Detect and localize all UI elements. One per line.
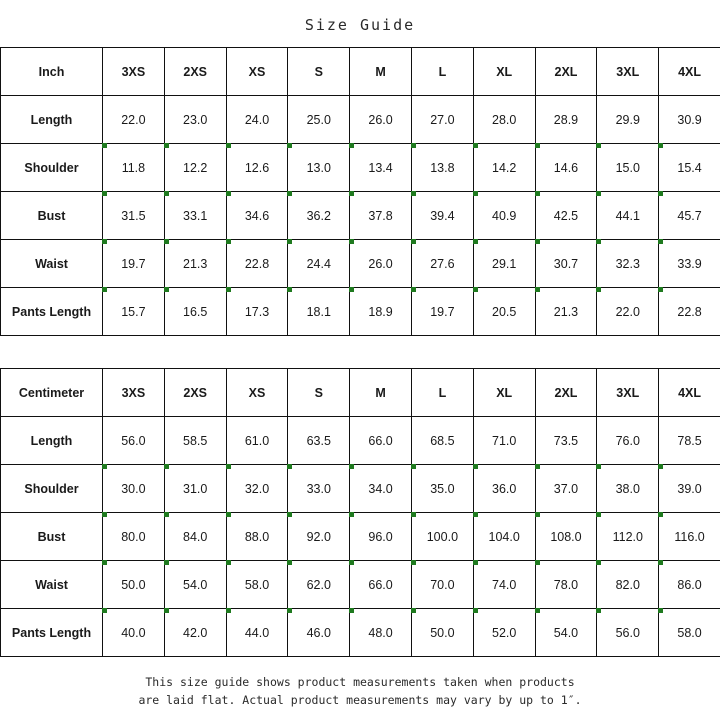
table-cell: 56.0 bbox=[597, 609, 659, 657]
unit-header: Inch bbox=[1, 48, 103, 96]
table-cell: 82.0 bbox=[597, 561, 659, 609]
table-cell: 108.0 bbox=[535, 513, 597, 561]
row-label: Waist bbox=[1, 240, 103, 288]
table-cell: 58.0 bbox=[226, 561, 288, 609]
table-cell: 58.5 bbox=[164, 417, 226, 465]
table-cell: 68.5 bbox=[411, 417, 473, 465]
table-cell: 27.6 bbox=[411, 240, 473, 288]
table-cell: 100.0 bbox=[411, 513, 473, 561]
table-cell: 48.0 bbox=[350, 609, 412, 657]
column-header: XS bbox=[226, 48, 288, 96]
table-cell: 15.0 bbox=[597, 144, 659, 192]
table-row bbox=[1, 240, 720, 288]
table-cell: 21.3 bbox=[535, 288, 597, 336]
table-cell: 34.6 bbox=[226, 192, 288, 240]
row-label: Bust bbox=[1, 513, 103, 561]
table-cell: 22.8 bbox=[226, 240, 288, 288]
table-cell: 84.0 bbox=[164, 513, 226, 561]
table-cell: 50.0 bbox=[103, 561, 165, 609]
table-cell: 42.0 bbox=[164, 609, 226, 657]
table-cell: 24.4 bbox=[288, 240, 350, 288]
table-cell: 61.0 bbox=[226, 417, 288, 465]
table-cell: 13.0 bbox=[288, 144, 350, 192]
table-cell: 40.9 bbox=[473, 192, 535, 240]
column-header: M bbox=[350, 369, 412, 417]
table-cell: 22.0 bbox=[597, 288, 659, 336]
column-header: XL bbox=[473, 369, 535, 417]
table-cell: 28.9 bbox=[535, 96, 597, 144]
row-label: Shoulder bbox=[1, 144, 103, 192]
centimeter-table-body bbox=[1, 417, 720, 657]
table-row bbox=[1, 465, 720, 513]
table-cell: 44.0 bbox=[226, 609, 288, 657]
table-cell: 88.0 bbox=[226, 513, 288, 561]
page-title: Size Guide bbox=[0, 0, 720, 47]
table-cell: 39.0 bbox=[659, 465, 720, 513]
table-row bbox=[1, 561, 720, 609]
table-cell: 40.0 bbox=[103, 609, 165, 657]
table-cell: 96.0 bbox=[350, 513, 412, 561]
table-cell: 34.0 bbox=[350, 465, 412, 513]
table-row bbox=[1, 513, 720, 561]
table-cell: 92.0 bbox=[288, 513, 350, 561]
table-cell: 30.9 bbox=[659, 96, 720, 144]
table-cell: 62.0 bbox=[288, 561, 350, 609]
table-cell: 39.4 bbox=[411, 192, 473, 240]
table-cell: 29.1 bbox=[473, 240, 535, 288]
table-cell: 37.0 bbox=[535, 465, 597, 513]
table-cell: 52.0 bbox=[473, 609, 535, 657]
table-cell: 21.3 bbox=[164, 240, 226, 288]
row-label: Length bbox=[1, 96, 103, 144]
table-cell: 36.0 bbox=[473, 465, 535, 513]
column-header: XL bbox=[473, 48, 535, 96]
table-cell: 24.0 bbox=[226, 96, 288, 144]
footnote-line-1: This size guide shows product measurements taken when products bbox=[0, 673, 720, 691]
table-cell: 70.0 bbox=[411, 561, 473, 609]
row-label: Shoulder bbox=[1, 465, 103, 513]
column-header: 2XS bbox=[164, 369, 226, 417]
row-label: Waist bbox=[1, 561, 103, 609]
row-label: Pants Length bbox=[1, 609, 103, 657]
inch-size-table bbox=[0, 47, 720, 336]
table-cell: 71.0 bbox=[473, 417, 535, 465]
column-header: 3XL bbox=[597, 48, 659, 96]
table-cell: 56.0 bbox=[103, 417, 165, 465]
table-cell: 44.1 bbox=[597, 192, 659, 240]
column-header: 4XL bbox=[659, 48, 720, 96]
table-cell: 17.3 bbox=[226, 288, 288, 336]
column-header: S bbox=[288, 369, 350, 417]
table-cell: 29.9 bbox=[597, 96, 659, 144]
table-cell: 28.0 bbox=[473, 96, 535, 144]
table-cell: 14.6 bbox=[535, 144, 597, 192]
table-cell: 16.5 bbox=[164, 288, 226, 336]
table-cell: 116.0 bbox=[659, 513, 720, 561]
table-cell: 63.5 bbox=[288, 417, 350, 465]
table-cell: 13.4 bbox=[350, 144, 412, 192]
table-row bbox=[1, 417, 720, 465]
table-header-row bbox=[1, 48, 720, 96]
table-cell: 36.2 bbox=[288, 192, 350, 240]
table-cell: 54.0 bbox=[535, 609, 597, 657]
table-cell: 50.0 bbox=[411, 609, 473, 657]
table-cell: 74.0 bbox=[473, 561, 535, 609]
table-separator bbox=[0, 336, 720, 368]
table-cell: 26.0 bbox=[350, 240, 412, 288]
table-cell: 19.7 bbox=[103, 240, 165, 288]
table-cell: 80.0 bbox=[103, 513, 165, 561]
table-cell: 86.0 bbox=[659, 561, 720, 609]
table-cell: 73.5 bbox=[535, 417, 597, 465]
table-cell: 18.1 bbox=[288, 288, 350, 336]
table-cell: 45.7 bbox=[659, 192, 720, 240]
column-header: 3XS bbox=[103, 48, 165, 96]
table-cell: 54.0 bbox=[164, 561, 226, 609]
table-cell: 35.0 bbox=[411, 465, 473, 513]
inch-table-container bbox=[0, 47, 720, 336]
table-cell: 19.7 bbox=[411, 288, 473, 336]
table-cell: 13.8 bbox=[411, 144, 473, 192]
inch-table-body bbox=[1, 96, 720, 336]
table-cell: 26.0 bbox=[350, 96, 412, 144]
table-header-row bbox=[1, 369, 720, 417]
table-cell: 104.0 bbox=[473, 513, 535, 561]
column-header: L bbox=[411, 48, 473, 96]
table-cell: 15.4 bbox=[659, 144, 720, 192]
table-cell: 33.1 bbox=[164, 192, 226, 240]
table-cell: 37.8 bbox=[350, 192, 412, 240]
table-cell: 18.9 bbox=[350, 288, 412, 336]
table-cell: 12.6 bbox=[226, 144, 288, 192]
table-row bbox=[1, 96, 720, 144]
table-cell: 78.5 bbox=[659, 417, 720, 465]
table-cell: 22.0 bbox=[103, 96, 165, 144]
table-cell: 42.5 bbox=[535, 192, 597, 240]
table-cell: 31.5 bbox=[103, 192, 165, 240]
table-row bbox=[1, 288, 720, 336]
table-row bbox=[1, 609, 720, 657]
table-cell: 30.0 bbox=[103, 465, 165, 513]
centimeter-table-container bbox=[0, 368, 720, 657]
column-header: XS bbox=[226, 369, 288, 417]
column-header: 2XS bbox=[164, 48, 226, 96]
inch-table-head bbox=[1, 48, 720, 96]
table-cell: 46.0 bbox=[288, 609, 350, 657]
table-cell: 11.8 bbox=[103, 144, 165, 192]
table-cell: 66.0 bbox=[350, 417, 412, 465]
table-cell: 78.0 bbox=[535, 561, 597, 609]
unit-header: Centimeter bbox=[1, 369, 103, 417]
column-header: S bbox=[288, 48, 350, 96]
column-header: 4XL bbox=[659, 369, 720, 417]
column-header: 3XS bbox=[103, 369, 165, 417]
table-cell: 32.0 bbox=[226, 465, 288, 513]
column-header: 3XL bbox=[597, 369, 659, 417]
table-cell: 112.0 bbox=[597, 513, 659, 561]
table-cell: 32.3 bbox=[597, 240, 659, 288]
table-cell: 30.7 bbox=[535, 240, 597, 288]
table-cell: 33.0 bbox=[288, 465, 350, 513]
column-header: 2XL bbox=[535, 369, 597, 417]
centimeter-size-table bbox=[0, 368, 720, 657]
column-header: 2XL bbox=[535, 48, 597, 96]
table-cell: 20.5 bbox=[473, 288, 535, 336]
table-cell: 23.0 bbox=[164, 96, 226, 144]
table-cell: 15.7 bbox=[103, 288, 165, 336]
row-label: Bust bbox=[1, 192, 103, 240]
size-guide-footnote bbox=[0, 657, 720, 709]
row-label: Length bbox=[1, 417, 103, 465]
table-cell: 66.0 bbox=[350, 561, 412, 609]
table-cell: 22.8 bbox=[659, 288, 720, 336]
column-header: M bbox=[350, 48, 412, 96]
table-cell: 31.0 bbox=[164, 465, 226, 513]
column-header: L bbox=[411, 369, 473, 417]
centimeter-table-head bbox=[1, 369, 720, 417]
table-cell: 58.0 bbox=[659, 609, 720, 657]
table-row bbox=[1, 192, 720, 240]
table-cell: 14.2 bbox=[473, 144, 535, 192]
table-cell: 12.2 bbox=[164, 144, 226, 192]
table-row bbox=[1, 144, 720, 192]
table-cell: 76.0 bbox=[597, 417, 659, 465]
table-cell: 25.0 bbox=[288, 96, 350, 144]
table-cell: 38.0 bbox=[597, 465, 659, 513]
table-cell: 27.0 bbox=[411, 96, 473, 144]
footnote-line-2: are laid flat. Actual product measurements may vary by up to 1″. bbox=[0, 691, 720, 709]
row-label: Pants Length bbox=[1, 288, 103, 336]
table-cell: 33.9 bbox=[659, 240, 720, 288]
